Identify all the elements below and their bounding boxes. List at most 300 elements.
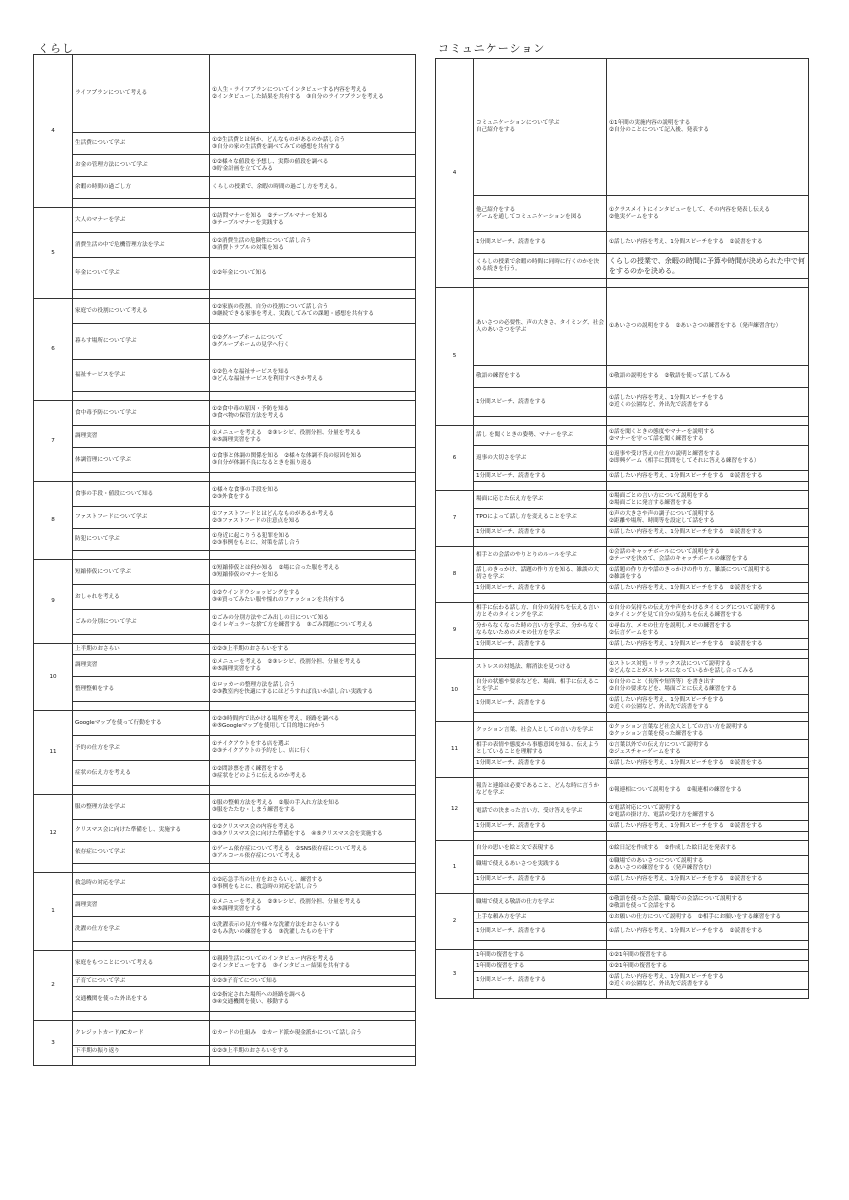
topic-cell: 生活費について学ぶ [73, 133, 210, 155]
content-cell: ①話したい内容を考え、1分間スピーチをする ②近くの公園など、外出先で読書をする [607, 695, 809, 713]
month-cell: 10 [436, 659, 474, 722]
blank-cell [474, 279, 607, 288]
schedule-row [34, 55, 416, 133]
blank-row [34, 702, 416, 711]
topic-cell: クレジットカード/ICカード [73, 1021, 210, 1046]
blank-cell [73, 702, 210, 711]
content-cell: くらしの授業で、余暇の時間の過ごし方を考える。 [210, 177, 416, 199]
blank-cell [73, 942, 210, 951]
topic-cell: 1分間スピーチ、読書をする [474, 388, 607, 417]
topic-cell: Googleマップを使って行動をする [73, 711, 210, 736]
schedule-row [436, 232, 809, 254]
blank-row [34, 942, 416, 951]
content-cell: ①②グループホームについて ③グループホームの見学へ行く [210, 324, 416, 360]
content-cell: ①②③上半期のおさらいをする [210, 644, 416, 655]
schedule-row [436, 509, 809, 527]
right-title: コミュニケーション [438, 42, 546, 55]
content-cell: ①②指定された場所への経路を調べる ③④交通機関を使い、移動する [210, 987, 416, 1012]
topic-cell: 1分間スピーチ、読書をする [474, 527, 607, 538]
content-cell: ①ストレス対処・リラックス法について説明する ②どんなことがストレスになっているかを話し合ってみる [607, 659, 809, 677]
schedule-row [436, 841, 809, 856]
blank-cell [474, 482, 607, 491]
schedule-row [436, 758, 809, 769]
topic-cell: 下半期の振り返り [73, 1046, 210, 1057]
blank-cell [474, 769, 607, 778]
topic-cell: ごみの分別について学ぶ [73, 610, 210, 635]
topic-cell: 1分間スピーチ、読書をする [474, 758, 607, 769]
blank-cell [73, 1057, 210, 1066]
blank-cell [474, 941, 607, 950]
month-cell: 6 [34, 299, 73, 401]
content-cell: ①②応急手当の仕方をおさらいし、練習する ③事例をもとに、救急時の対応を話し合う [210, 873, 416, 895]
schedule-row [34, 795, 416, 820]
topic-cell: 余暇の時間の過ごし方 [73, 177, 210, 199]
blank-cell [607, 941, 809, 950]
blank-cell [474, 417, 607, 426]
schedule-row [34, 820, 416, 842]
content-cell: ①メニューを考える ②③レシピ、役割分担、分量を考える ④⑤調理実習をする [210, 895, 416, 917]
month-cell: 12 [436, 778, 474, 841]
schedule-row [34, 324, 416, 360]
content-cell: ①電話対応について説明する ②電話の掛け方、電話の受け方を練習する [607, 803, 809, 821]
schedule-row [34, 976, 416, 987]
blank-row [436, 482, 809, 491]
blank-row [436, 941, 809, 950]
blank-cell [210, 551, 416, 560]
month-cell: 4 [34, 55, 73, 208]
month-cell: 9 [436, 603, 474, 659]
topic-cell: 1分間スピーチ、読書をする [474, 471, 607, 482]
blank-cell [73, 199, 210, 208]
content-cell: ①②1年間の復習をする [607, 961, 809, 972]
topic-cell: 敬語の練習をする [474, 366, 607, 388]
content-cell: ①敬語を使った会話、職場での会話について説明する ②敬語を使って会話をする [607, 894, 809, 912]
schedule-row [34, 133, 416, 155]
blank-cell [474, 594, 607, 603]
content-cell: ①話したい内容を考え、1分間スピーチをする ②読書をする [607, 758, 809, 769]
topic-cell: 1年間の復習をする [474, 961, 607, 972]
blank-cell [210, 290, 416, 299]
month-cell: 7 [436, 491, 474, 547]
content-cell: ①②1年間の復習をする [607, 950, 809, 961]
topic-cell: おしゃれを考える [73, 585, 210, 610]
content-cell: ①短縮俸仮とは何か知る ②場に合った服を考える ③短縮俸仮のマナーを知る [210, 560, 416, 585]
topic-cell: お金の管理方法について学ぶ [73, 155, 210, 177]
blank-cell [210, 635, 416, 644]
schedule-row [34, 448, 416, 473]
topic-cell: 職場で使える敬語の仕方を学ぶ [474, 894, 607, 912]
content-cell: ①話したい内容を考え、1分間スピーチをする ②読書をする [607, 639, 809, 650]
content-cell: ①会話のキャッチボールについて説明をする ②テーマを決めて、会話のキャッチボールの練習をする [607, 547, 809, 565]
schedule-row [34, 655, 416, 677]
schedule-row [436, 659, 809, 677]
topic-cell: 服の整理方法を学ぶ [73, 795, 210, 820]
blank-cell [210, 942, 416, 951]
topic-cell: 福祉サービスを学ぶ [73, 360, 210, 392]
topic-cell: 防犯について学ぶ [73, 529, 210, 551]
month-cell: 11 [34, 711, 73, 795]
schedule-row [436, 803, 809, 821]
topic-cell: 分からなくなった時の言い方を学ぶ、分からなくならないためのメモの仕方を学ぶ [474, 621, 607, 639]
blank-cell [73, 864, 210, 873]
schedule-row [436, 677, 809, 695]
content-cell: ①ファストフードとはどんなものがあるか考える ②③ファストフードの注意点を知る [210, 507, 416, 529]
month-cell: 5 [34, 208, 73, 299]
content-cell: ①クラスメイトにインタビューをして、その内容を発表し伝える ②他実ゲームをする [607, 196, 809, 232]
schedule-row [34, 507, 416, 529]
topic-cell: 1分間スピーチ、読書をする [474, 232, 607, 254]
schedule-row [436, 547, 809, 565]
blank-cell [607, 417, 809, 426]
topic-cell: クッション言葉、社会人としての言い方を学ぶ [474, 722, 607, 740]
blank-row [34, 635, 416, 644]
topic-cell: 1分間スピーチ、読書をする [474, 821, 607, 832]
content-cell: ①様々な食事の手段を知る ②③外食をする [210, 482, 416, 507]
topic-cell: 自分の状態や要求などを、場面、相手に伝えることを学ぶ [474, 677, 607, 695]
schedule-row [34, 917, 416, 942]
topic-cell: 職場で使えるあいさつを実践する [474, 856, 607, 874]
topic-cell: 場面に応じた伝え方を学ぶ [474, 491, 607, 509]
schedule-row [436, 856, 809, 874]
month-cell: 9 [34, 560, 73, 644]
content-cell: ①話したい内容を考え、1分間スピーチをする ②読書をする [607, 821, 809, 832]
content-cell: ①②③子育てについて知る [210, 976, 416, 987]
content-cell: ①②消費生活の危険性について話し合う ③消費トラブルの対策を知る [210, 233, 416, 258]
schedule-row [34, 610, 416, 635]
content-cell: ①メニューを考える ②③レシピ、役割分担、分量を考える ④⑤調理実習をする [210, 655, 416, 677]
blank-cell [73, 473, 210, 482]
blank-cell [73, 392, 210, 401]
content-cell: ①場面ごとの言い方について説明をする ②場面ごとに発言する練習をする [607, 491, 809, 509]
blank-cell [474, 832, 607, 841]
topic-cell: 上手な頼み方を学ぶ [474, 912, 607, 923]
content-cell: ①②様々な値段を予想し、実際の値段を調べる ③貯金計画を立ててみる [210, 155, 416, 177]
content-cell: ①身近に起こりうる犯罪を知る ②③事例をもとに、対策を話し合う [210, 529, 416, 551]
schedule-row [436, 59, 809, 196]
topic-cell: 他己紹介をする ゲームを通してコミュニケーションを図る [474, 196, 607, 232]
schedule-row [436, 894, 809, 912]
blank-cell [210, 1057, 416, 1066]
blank-cell [607, 990, 809, 999]
topic-cell: 調理実習 [73, 426, 210, 448]
content-cell: ①話したい内容を考え、1分間スピーチをする ②読書をする [607, 583, 809, 594]
content-cell: ①メニューを考える ②③レシピ、役割分担、分量を考える ④⑤調理実習をする [210, 426, 416, 448]
content-cell: ①言葉以外での伝え方について説明する ②ジェスチャーゲームをする [607, 740, 809, 758]
topic-cell: 報告と連絡は必要であること、どんな時に言うかなどを学ぶ [474, 778, 607, 803]
blank-cell [474, 713, 607, 722]
schedule-row [34, 233, 416, 258]
blank-cell [474, 990, 607, 999]
schedule-row [34, 299, 416, 324]
topic-cell: 1分間スピーチ、読書をする [474, 923, 607, 941]
blank-row [34, 199, 416, 208]
blank-row [34, 392, 416, 401]
kurashi-table [33, 54, 416, 1066]
content-cell: ①訪問マナーを知る ②テーブルマナーを知る ③テーブルマナーを実践する [210, 208, 416, 233]
topic-cell: 上半期のおさらい [73, 644, 210, 655]
content-cell: ①1年間の実施内容の説明をする ②自分のことについて記入後、発表する [607, 59, 809, 196]
schedule-row [436, 639, 809, 650]
content-cell: ①洗濯表示の見方や様々な洗濯方法をおさらいする ②もみ洗いの練習をする ③洗濯したものを干す [210, 917, 416, 942]
schedule-row [436, 695, 809, 713]
blank-row [436, 769, 809, 778]
content-cell: ①あいさつの説明をする ②あいさつの練習をする（発声練習含む） [607, 288, 809, 366]
topic-cell: 依存症について学ぶ [73, 842, 210, 864]
blank-row [436, 885, 809, 894]
content-cell: ①②ウインドウショッピングをする ③④買ってみたい服や憧れのファッションを共有する [210, 585, 416, 610]
schedule-row [34, 711, 416, 736]
month-cell: 8 [34, 482, 73, 560]
topic-cell: 洗濯の仕方を学ぶ [73, 917, 210, 942]
schedule-row [436, 821, 809, 832]
blank-cell [607, 713, 809, 722]
blank-cell [73, 786, 210, 795]
schedule-row [436, 491, 809, 509]
blank-row [34, 290, 416, 299]
content-cell: ①②③時間内で出かける場所を考え、経路を調べる ④⑤Googleマップを使用して目的地に向かう [210, 711, 416, 736]
content-cell: ①自分の気持ちの伝え方や声をかけるタイミングについて説明する ②タイミングを見て自分の気持ちを伝える練習をする [607, 603, 809, 621]
schedule-row [436, 471, 809, 482]
blank-row [436, 417, 809, 426]
blank-cell [210, 786, 416, 795]
topic-cell: 調理実習 [73, 655, 210, 677]
topic-cell: 相手の表情や態度から事態意図を知る、伝えようとしていることを理解する [474, 740, 607, 758]
topic-cell: 体調管理について学ぶ [73, 448, 210, 473]
topic-cell: 返事の大切さを学ぶ [474, 446, 607, 471]
blank-cell [73, 1012, 210, 1021]
month-cell: 12 [34, 795, 73, 873]
topic-cell: 暮らす場所について学ぶ [73, 324, 210, 360]
topic-cell: くらしの授業で余暇の時間に同時に行くのかを決める続きを行う。 [474, 254, 607, 279]
content-cell: ①ごみの分別方法やごみ出しの日について知る ②イレギュラーな捨て方を練習する ③ごみ問題について考える [210, 610, 416, 635]
topic-cell: 家庭をもつことについて考える [73, 951, 210, 976]
blank-cell [210, 473, 416, 482]
schedule-row [436, 254, 809, 279]
blank-row [436, 279, 809, 288]
month-cell: 11 [436, 722, 474, 778]
content-cell: ①話したい内容を考え、1分間スピーチをする ②読書をする [607, 923, 809, 941]
topic-cell: 話し を聞くときの姿勢、マナーを学ぶ [474, 426, 607, 446]
schedule-row [436, 874, 809, 885]
content-cell: ①話したい内容を考え、1分間スピーチをする ②読書をする [607, 471, 809, 482]
content-cell: ①話したい内容を考え、1分間スピーチをする ②読書をする [607, 874, 809, 885]
content-cell: ①②家族の役割、自分の役割について話し合う ③継続できる家事を考え、実践してみての課題・感想を共有する [210, 299, 416, 324]
content-cell: ①クッション言葉など社会人としての言い方を説明する ②クッション言葉を使った練習をする [607, 722, 809, 740]
content-cell: ①話したい内容を考え、1分間スピーチをする ②読書をする [607, 527, 809, 538]
topic-cell: 1分間スピーチ、読書をする [474, 639, 607, 650]
topic-cell: 1分間スピーチ、読書をする [474, 695, 607, 713]
content-cell: ①絵日記を作成する ②作成した絵日記を発表する [607, 841, 809, 856]
content-cell: ①服の整頓方法を考える ②服の手入れ方法を知る ③服をたたむ・しまう練習をする [210, 795, 416, 820]
schedule-row [34, 155, 416, 177]
schedule-row [34, 987, 416, 1012]
blank-row [436, 713, 809, 722]
content-cell: ①話したい内容を考え、1分間スピーチをする ②近くの公園など、外出先で読書をする [607, 972, 809, 990]
content-cell: ①ロッカーの整理方法を話し合う ②③教室内を快適にするにはどうすれば良いか話し合い実践する [210, 677, 416, 702]
blank-cell [210, 864, 416, 873]
topic-cell: 大人のマナーを学ぶ [73, 208, 210, 233]
topic-cell: TPOによって話し方を変えることを学ぶ [474, 509, 607, 527]
topic-cell: 子育てについて学ぶ [73, 976, 210, 987]
left-title: くらし [38, 42, 74, 55]
content-cell: ①②生活費とは何か、どんなものがあるのか話し合う ③自分の家の生活費を調べてみての感想を共有する [210, 133, 416, 155]
topic-cell: 1年間の復習をする [474, 950, 607, 961]
topic-cell: ライフプランについて考える [73, 55, 210, 133]
schedule-row [34, 360, 416, 392]
schedule-row [34, 426, 416, 448]
topic-cell: あいさつの必要性、声の大きさ、タイミング、社会人のあいさつを学ぶ [474, 288, 607, 366]
content-cell: ①②③上半期のおさらいをする [210, 1046, 416, 1057]
content-cell: ①食事と体調の関係を知る ②様々な体調不良の原因を知る ③自分が体調不良になるときを振り返る [210, 448, 416, 473]
topic-cell: 話しのきっかけ、話題の作り方を知る、雑談の大切さを学ぶ [474, 565, 607, 583]
topic-cell: 症状の伝え方を考える [73, 761, 210, 786]
blank-cell [73, 290, 210, 299]
schedule-row [34, 951, 416, 976]
schedule-row [34, 1046, 416, 1057]
schedule-row [436, 565, 809, 583]
topic-cell: 救急時の対応を学ぶ [73, 873, 210, 895]
schedule-row [34, 895, 416, 917]
schedule-row [34, 585, 416, 610]
topic-cell: 家庭での役割について考える [73, 299, 210, 324]
content-cell: ①②問診票を書く練習をする ③症状をどのように伝えるのか考える [210, 761, 416, 786]
schedule-row [34, 258, 416, 290]
blank-cell [210, 702, 416, 711]
month-cell: 1 [34, 873, 73, 951]
blank-cell [474, 650, 607, 659]
schedule-row [34, 177, 416, 199]
blank-row [34, 1012, 416, 1021]
topic-cell: 相手との会話のやりとりのルールを学ぶ [474, 547, 607, 565]
schedule-row [436, 426, 809, 446]
content-cell: ①尋ね方、メモの仕方を説明しメモの練習をする ②伝言ゲームをする [607, 621, 809, 639]
content-cell: ①返事や受け答えの仕方の説明と練習をする ②即興ゲーム（相手に質問をしてそれに答える練習をする） [607, 446, 809, 471]
content-cell: ①話題の作り方や話のきっかけの作り方、雑談について説明する ②雑談をする [607, 565, 809, 583]
blank-row [436, 594, 809, 603]
schedule-row [436, 196, 809, 232]
topic-cell: クリスマス会に向けた準備をし、実施する [73, 820, 210, 842]
schedule-row [436, 366, 809, 388]
content-cell: ①職場でのあいさつについて説明する ②あいさつの練習をする（発声練習含む） [607, 856, 809, 874]
blank-row [436, 650, 809, 659]
schedule-row [436, 740, 809, 758]
blank-row [436, 832, 809, 841]
blank-cell [474, 885, 607, 894]
month-cell: 3 [34, 1021, 73, 1066]
content-cell: ①報連相について説明をする ②報連相の練習をする [607, 778, 809, 803]
blank-cell [474, 538, 607, 547]
blank-cell [73, 551, 210, 560]
content-cell: ①話を聞くときの態度やマナーを説明する ②マナーを守って話を聞く練習をする [607, 426, 809, 446]
schedule-row [436, 446, 809, 471]
topic-cell: 調理実習 [73, 895, 210, 917]
schedule-row [34, 1021, 416, 1046]
schedule-row [436, 583, 809, 594]
content-cell: くらしの授業で、余暇の時間に予算や時間が決められた中で何をするのかを決める。 [607, 254, 809, 279]
schedule-row [34, 560, 416, 585]
content-cell: ①声の大きさや声の調子について説明する ②距離や場所、時間等を設定して話をする [607, 509, 809, 527]
schedule-row [34, 644, 416, 655]
content-cell: ①自分のこと（長所や短所等）を書き出す ②自分の要求などを、場面ごとに伝える練習をする [607, 677, 809, 695]
blank-cell [210, 392, 416, 401]
month-cell: 3 [436, 950, 474, 999]
schedule-row [34, 401, 416, 426]
schedule-row [34, 208, 416, 233]
blank-row [34, 1057, 416, 1066]
schedule-row [436, 527, 809, 538]
blank-row [436, 538, 809, 547]
month-cell: 8 [436, 547, 474, 603]
blank-cell [607, 594, 809, 603]
schedule-row [34, 873, 416, 895]
schedule-row [34, 529, 416, 551]
content-cell: ①②色々な福祉サービスを知る ③どんな福祉サービスを利用すべきか考える [210, 360, 416, 392]
blank-row [34, 786, 416, 795]
content-cell: ①話したい内容を考え、1分間スピーチをする ②近くの公園など、外出先で読書をする [607, 388, 809, 417]
topic-cell: 整理整頓をする [73, 677, 210, 702]
schedule-row [436, 923, 809, 941]
schedule-row [34, 842, 416, 864]
content-cell: ①②年金について知る [210, 258, 416, 290]
schedule-row [436, 961, 809, 972]
topic-cell: 交通機関を使った外出をする [73, 987, 210, 1012]
topic-cell: 1分間スピーチ、読書をする [474, 874, 607, 885]
topic-cell: 1分間スピーチ、読書をする [474, 972, 607, 990]
blank-row [34, 864, 416, 873]
topic-cell: 相手に伝わる話し方、自分の気持ちを伝える言い方とそのタイミングを学ぶ [474, 603, 607, 621]
topic-cell: ファストフードについて学ぶ [73, 507, 210, 529]
month-cell: 4 [436, 59, 474, 288]
communication-table [435, 58, 809, 999]
schedule-row [436, 950, 809, 961]
schedule-row [34, 677, 416, 702]
content-cell: ①②食中毒の原因・予防を知る ③食べ物の保管方法を考える [210, 401, 416, 426]
blank-cell [607, 885, 809, 894]
blank-cell [73, 635, 210, 644]
topic-cell: 自分の思いを絵と文で表現する [474, 841, 607, 856]
month-cell: 6 [436, 426, 474, 491]
content-cell: ①テイクアウトをする店を選ぶ ②③テイクアウトの予約をし、店に行く [210, 736, 416, 761]
blank-row [34, 473, 416, 482]
topic-cell: 電話での決まった言い方、受け答えを学ぶ [474, 803, 607, 821]
schedule-row [34, 761, 416, 786]
schedule-row [436, 972, 809, 990]
blank-cell [607, 650, 809, 659]
topic-cell: 1分間スピーチ、読書をする [474, 583, 607, 594]
month-cell: 2 [436, 894, 474, 950]
content-cell: ①お願いの仕方について説明する ②相手にお願いをする練習をする [607, 912, 809, 923]
month-cell: 1 [436, 841, 474, 894]
content-cell: ①②クリスマス会の内容を考える ③③クリスマス会に向けた準備をする ④⑤クリスマス会を実施する [210, 820, 416, 842]
topic-cell: 消費生活の中で危機管理方法を学ぶ [73, 233, 210, 258]
month-cell: 2 [34, 951, 73, 1021]
blank-row [34, 551, 416, 560]
topic-cell: ストレスの対処法、解消法を見つける [474, 659, 607, 677]
schedule-row [34, 736, 416, 761]
schedule-row [436, 288, 809, 366]
content-cell: ①ゲーム依存症について考える ②SNS依存症について考える ③アルコール依存症について考える [210, 842, 416, 864]
topic-cell: 予約の仕方を学ぶ [73, 736, 210, 761]
schedule-row [34, 482, 416, 507]
schedule-row [436, 621, 809, 639]
topic-cell: 食事の手段・値段について知る [73, 482, 210, 507]
month-cell: 7 [34, 401, 73, 482]
blank-cell [607, 538, 809, 547]
blank-cell [607, 769, 809, 778]
topic-cell: コミュニケーションについて学ぶ 自己紹介をする [474, 59, 607, 196]
topic-cell: 短縮俸仮について学ぶ [73, 560, 210, 585]
content-cell: ①親睦生活についてのインタビュー内容を考える ②インタビューをする ③インタビュー結果を共有する [210, 951, 416, 976]
